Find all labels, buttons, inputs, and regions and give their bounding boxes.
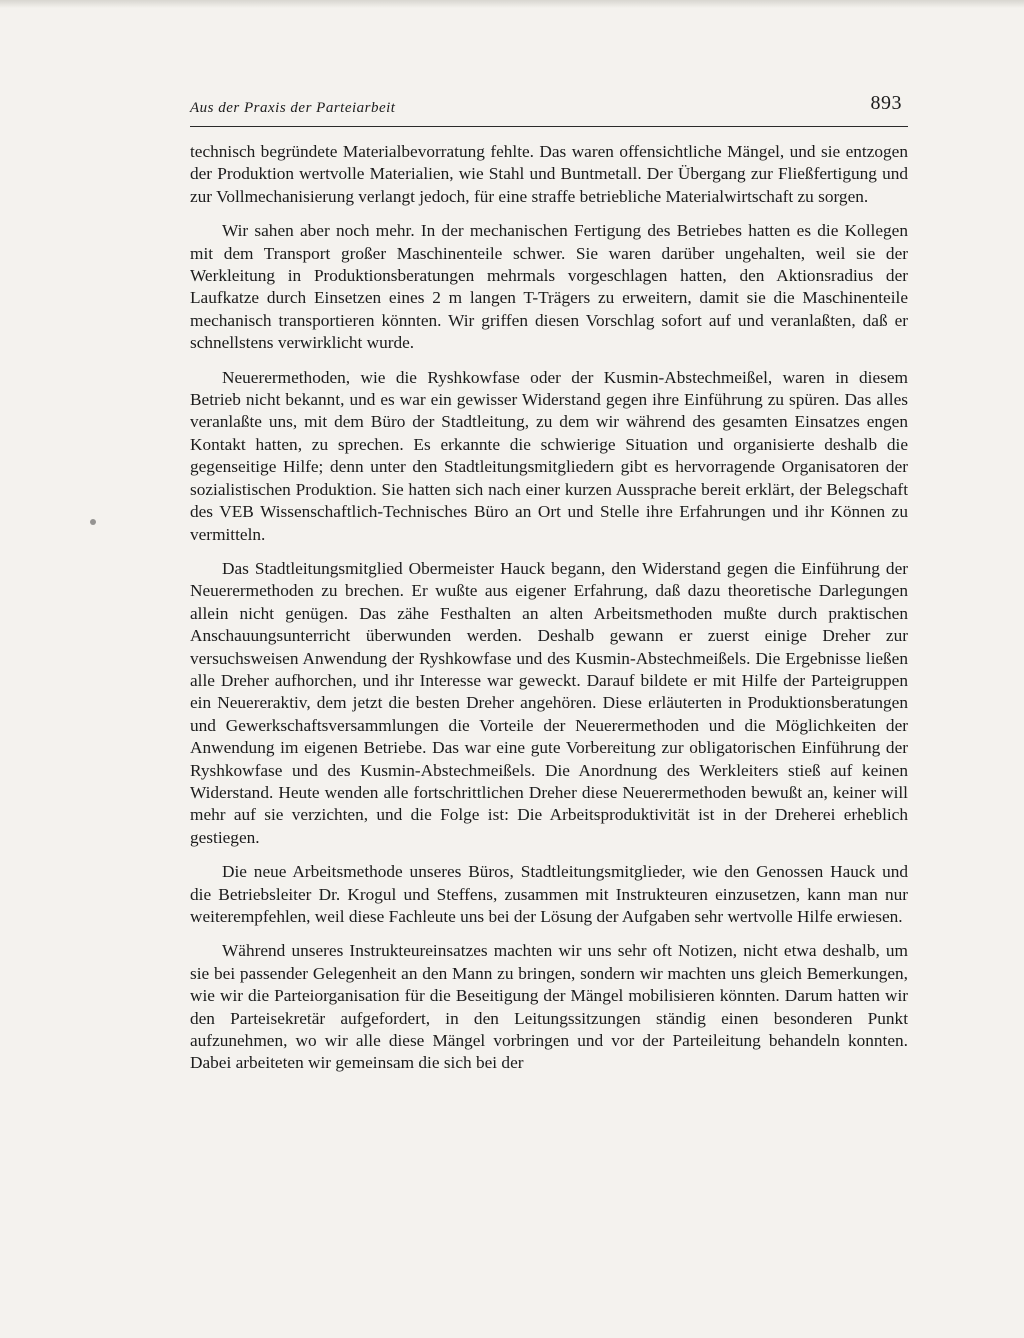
paragraph: Wir sahen aber noch mehr. In der mechanischen Fertigung des Betriebes hatten es die Kollegen mit dem Transport großer Maschinenteile schwer. Sie waren darüber ungehalten, weil sie der Werkleitung in Produktionsberatungen mehrmals vorgeschlagen hatten, den Aktionsradius der Laufkatze durch Einsetzen eines 2 m langen T-Trägers zu erweitern, damit sie die Maschinenteile mechanisch transportieren könnten. Wir griffen diesen Vorschlag sofort auf und veranlaßten, daß er schnellstens verwirklicht wurde.: [190, 221, 908, 353]
paragraph: Das Stadtleitungsmitglied Obermeister Hauck begann, den Widerstand gegen die Einführung der Neuerermethoden zu brechen. Er wußte aus eigener Erfahrung, daß dazu theoretische Darlegungen allein nicht genügen. Das zähe Festhalten an alten Arbeitsmethoden mußte durch praktischen Anschauungsunterricht überwunden werden. Deshalb gewann er zuerst einige Dreher zur versuchsweisen Anwendung der Ryshkowfase und des Kusmin-Abstechmeißels. Die Ergebnisse ließen alle Dreher aufhorchen, und ihr Interesse war geweckt. Darauf bildete er mit Hilfe der Parteigruppen ein Neuereraktiv, dem jetzt die besten Dreher angehören. Diese erläuterten in Produktionsberatungen und Gewerkschaftsversammlungen die Vorteile der Neuerermethoden und die Möglichkeiten der Anwendung im eigenen Betriebe. Das war eine gute Vorbereitung zur obligatorischen Einführung der Ryshkowfase und des Kusmin-Abstechmeißels. Die Anordnung des Werkleiters stieß auf keinen Widerstand. Heute wenden alle fortschrittlichen Dreher diese Neuerermethoden bewußt an, keiner will mehr auf sie verzichten, und die Folge ist: Die Arbeitsproduktivität ist in der Dreherei erheblich gestiegen.: [190, 558, 908, 847]
paragraph: Die neue Arbeitsmethode unseres Büros, Stadtleitungsmitglieder, wie den Genossen Hauck und die Betriebsleiter Dr. Krogul und Steffens, zusammen mit Instrukteuren einzusetzen, kann man nur weiterempfehlen, weil diese Fachleute uns bei der Lösung der Aufgaben sehr wertvolle Hilfe erwiesen.: [190, 862, 908, 926]
running-title: Aus der Praxis der Parteiarbeit: [190, 100, 396, 116]
paragraph: Neuerermethoden, wie die Ryshkowfase oder der Kusmin-Abstechmeißel, waren in diesem Betrieb nicht bekannt, und es war ein gewisser Widerstand gegen ihre Einführung zu spüren. Das alles veranlaßte uns, mit dem Büro der Stadtleitung, zu dem wir während des gesamten Einsatzes engen Kontakt hatten, zu sprechen. Es erkannte die schwierige Situation und organisierte deshalb die gegenseitige Hilfe; denn unter den Stadtleitungsmitgliedern gibt es hervorragende Organisatoren der sozialistischen Produktion. Sie hatten sich nach einer kurzen Aussprache bereit erklärt, der Belegschaft des VEB Wissenschaftlich-Technisches Büro an Ort und Stelle ihre Erfahrungen und ihr Können zu vermitteln.: [190, 367, 908, 544]
page-number: 893: [870, 92, 902, 114]
body-text: [190, 141, 908, 1087]
ink-speck: [90, 519, 96, 525]
scan-edge: [0, 0, 1024, 8]
paragraph: Während unseres Instrukteureinsatzes machten wir uns sehr oft Notizen, nicht etwa deshalb, um sie bei passender Gelegenheit an den Mann zu bringen, sondern wir machten uns gleich Bemerkungen, wie wir die Parteiorganisation für die Beseitigung der Mängel mobilisieren könnten. Darum hatten wir den Parteisekretär aufgefordert, in den Leitungssitzungen ständig einen besonderen Punkt aufzunehmen, wo wir alle diese Mängel vorbringen und vor der Parteileitung behandeln konnten. Dabei arbeiteten wir gemeinsam die sich bei der: [190, 941, 908, 1073]
header-rule: [190, 126, 908, 127]
paragraph: technisch begründete Materialbevorratung fehlte. Das waren offensichtliche Mängel, und sie entzogen der Produktion wertvolle Materialien, wie Stahl und Buntmetall. Der Übergang zur Fließfertigung und zur Vollmechanisierung verlangt jedoch, für eine straffe betriebliche Materialwirtschaft zu sorgen.: [190, 142, 908, 206]
page-header: [190, 92, 908, 126]
